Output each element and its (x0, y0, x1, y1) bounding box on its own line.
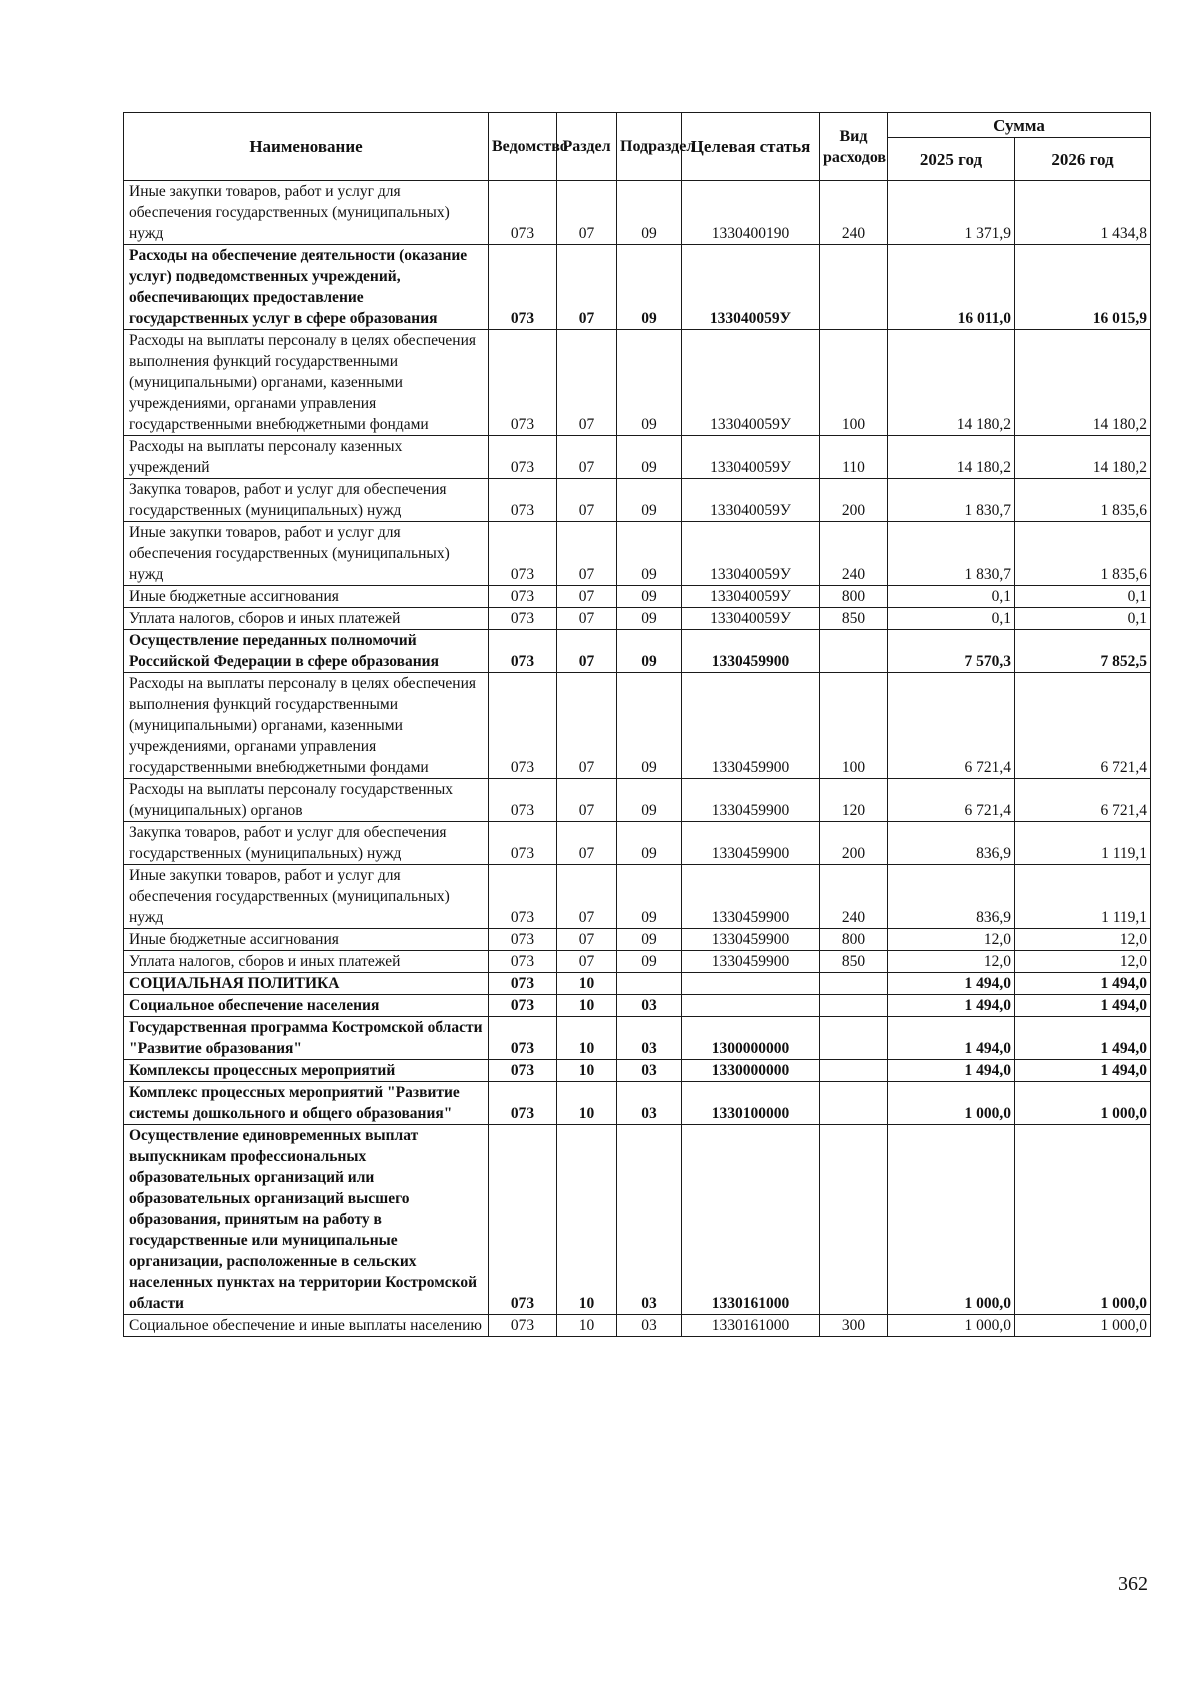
cell-vedomstvo: 073 (489, 822, 557, 865)
cell-target-article (682, 973, 820, 995)
header-vedomstvo: Ведомство (489, 113, 557, 181)
cell-razdel: 07 (557, 673, 617, 779)
cell-podrazdel: 03 (617, 995, 682, 1017)
cell-razdel: 10 (557, 1060, 617, 1082)
cell-podrazdel: 09 (617, 630, 682, 673)
cell-name: Уплата налогов, сборов и иных платежей (124, 608, 489, 630)
cell-vedomstvo: 073 (489, 522, 557, 586)
cell-podrazdel: 03 (617, 1017, 682, 1060)
cell-target-article: 133040059У (682, 608, 820, 630)
cell-vedomstvo: 073 (489, 630, 557, 673)
cell-expense-type: 240 (820, 865, 888, 929)
table-row (124, 330, 1151, 436)
cell-target-article: 133040059У (682, 586, 820, 608)
cell-sum-2025: 1 494,0 (888, 973, 1015, 995)
table-row (124, 608, 1151, 630)
cell-name: Расходы на выплаты персоналу в целях обеспечения выполнения функций государственными (муниципальными) органами, казенными учреждениями, органами управления государственными внебюджетными фондами (124, 673, 489, 779)
cell-name: Закупка товаров, работ и услуг для обеспечения государственных (муниципальных) нужд (124, 479, 489, 522)
cell-target-article: 1330161000 (682, 1315, 820, 1337)
cell-razdel: 07 (557, 436, 617, 479)
cell-sum-2026: 6 721,4 (1015, 673, 1151, 779)
cell-podrazdel: 09 (617, 436, 682, 479)
cell-vedomstvo: 073 (489, 1315, 557, 1337)
cell-sum-2025: 6 721,4 (888, 779, 1015, 822)
cell-podrazdel: 09 (617, 779, 682, 822)
cell-expense-type: 800 (820, 929, 888, 951)
cell-podrazdel: 03 (617, 1060, 682, 1082)
cell-expense-type: 100 (820, 330, 888, 436)
cell-expense-type: 300 (820, 1315, 888, 1337)
budget-table (123, 112, 1151, 1337)
cell-target-article: 1330459900 (682, 929, 820, 951)
cell-name: Комплексы процессных мероприятий (124, 1060, 489, 1082)
table-row (124, 436, 1151, 479)
cell-expense-type: 240 (820, 181, 888, 245)
cell-sum-2026: 12,0 (1015, 929, 1151, 951)
header-target-article: Целевая статья (682, 113, 820, 181)
cell-sum-2026: 1 494,0 (1015, 973, 1151, 995)
cell-razdel: 07 (557, 479, 617, 522)
cell-razdel: 07 (557, 608, 617, 630)
cell-target-article: 1330459900 (682, 630, 820, 673)
cell-podrazdel: 03 (617, 1125, 682, 1315)
cell-name: Расходы на выплаты персоналу государственных (муниципальных) органов (124, 779, 489, 822)
cell-name: Иные закупки товаров, работ и услуг для обеспечения государственных (муниципальных) нужд (124, 865, 489, 929)
cell-vedomstvo: 073 (489, 973, 557, 995)
cell-vedomstvo: 073 (489, 608, 557, 630)
cell-razdel: 07 (557, 586, 617, 608)
cell-name: Государственная программа Костромской области "Развитие образования" (124, 1017, 489, 1060)
cell-expense-type: 800 (820, 586, 888, 608)
cell-expense-type (820, 1017, 888, 1060)
header-year-2025: 2025 год (888, 138, 1015, 181)
cell-sum-2025: 1 000,0 (888, 1082, 1015, 1125)
header-name: Наименование (124, 113, 489, 181)
table-row (124, 973, 1151, 995)
table-row (124, 522, 1151, 586)
cell-name: Иные бюджетные ассигнования (124, 929, 489, 951)
cell-podrazdel: 03 (617, 1082, 682, 1125)
cell-sum-2026: 1 000,0 (1015, 1315, 1151, 1337)
cell-podrazdel: 09 (617, 586, 682, 608)
table-header (124, 113, 1151, 181)
cell-podrazdel: 09 (617, 673, 682, 779)
cell-vedomstvo: 073 (489, 865, 557, 929)
cell-sum-2025: 6 721,4 (888, 673, 1015, 779)
cell-name: Осуществление переданных полномочий Российской Федерации в сфере образования (124, 630, 489, 673)
cell-sum-2026: 1 434,8 (1015, 181, 1151, 245)
table-row (124, 822, 1151, 865)
table-row (124, 1017, 1151, 1060)
cell-vedomstvo: 073 (489, 436, 557, 479)
cell-razdel: 10 (557, 995, 617, 1017)
table-row (124, 673, 1151, 779)
cell-name: Уплата налогов, сборов и иных платежей (124, 951, 489, 973)
table-row (124, 1060, 1151, 1082)
cell-name: СОЦИАЛЬНАЯ ПОЛИТИКА (124, 973, 489, 995)
table-row (124, 1082, 1151, 1125)
cell-target-article: 1330400190 (682, 181, 820, 245)
cell-razdel: 07 (557, 865, 617, 929)
cell-sum-2025: 1 000,0 (888, 1125, 1015, 1315)
cell-vedomstvo: 073 (489, 995, 557, 1017)
cell-podrazdel: 09 (617, 245, 682, 330)
cell-sum-2025: 16 011,0 (888, 245, 1015, 330)
header-razdel: Раздел (557, 113, 617, 181)
cell-sum-2026: 1 835,6 (1015, 522, 1151, 586)
cell-expense-type: 120 (820, 779, 888, 822)
cell-target-article: 133040059У (682, 330, 820, 436)
cell-sum-2026: 1 119,1 (1015, 822, 1151, 865)
cell-sum-2026: 1 494,0 (1015, 1060, 1151, 1082)
cell-expense-type: 850 (820, 951, 888, 973)
header-year-2026: 2026 год (1015, 138, 1151, 181)
cell-target-article: 1330459900 (682, 951, 820, 973)
cell-vedomstvo: 073 (489, 330, 557, 436)
cell-target-article: 1330459900 (682, 673, 820, 779)
table-row (124, 779, 1151, 822)
cell-podrazdel: 09 (617, 951, 682, 973)
cell-target-article: 133040059У (682, 522, 820, 586)
cell-sum-2026: 16 015,9 (1015, 245, 1151, 330)
cell-sum-2025: 1 830,7 (888, 522, 1015, 586)
cell-sum-2025: 7 570,3 (888, 630, 1015, 673)
cell-sum-2025: 1 494,0 (888, 995, 1015, 1017)
table-row (124, 865, 1151, 929)
cell-razdel: 10 (557, 1082, 617, 1125)
table-row (124, 929, 1151, 951)
cell-razdel: 07 (557, 630, 617, 673)
cell-razdel: 07 (557, 181, 617, 245)
cell-vedomstvo: 073 (489, 1060, 557, 1082)
table-row (124, 245, 1151, 330)
cell-razdel: 07 (557, 951, 617, 973)
cell-vedomstvo: 073 (489, 1082, 557, 1125)
cell-sum-2025: 14 180,2 (888, 330, 1015, 436)
cell-name: Социальное обеспечение населения (124, 995, 489, 1017)
table-row (124, 1125, 1151, 1315)
cell-name: Иные бюджетные ассигнования (124, 586, 489, 608)
cell-razdel: 07 (557, 245, 617, 330)
cell-podrazdel: 09 (617, 330, 682, 436)
cell-razdel: 10 (557, 973, 617, 995)
cell-sum-2026: 1 000,0 (1015, 1125, 1151, 1315)
cell-target-article: 1300000000 (682, 1017, 820, 1060)
cell-podrazdel: 09 (617, 522, 682, 586)
cell-expense-type (820, 1125, 888, 1315)
cell-podrazdel: 09 (617, 929, 682, 951)
cell-sum-2026: 14 180,2 (1015, 330, 1151, 436)
cell-sum-2025: 12,0 (888, 929, 1015, 951)
cell-sum-2025: 0,1 (888, 586, 1015, 608)
cell-sum-2025: 12,0 (888, 951, 1015, 973)
cell-sum-2026: 1 000,0 (1015, 1082, 1151, 1125)
cell-target-article: 1330459900 (682, 779, 820, 822)
cell-target-article: 1330000000 (682, 1060, 820, 1082)
cell-expense-type: 850 (820, 608, 888, 630)
cell-vedomstvo: 073 (489, 951, 557, 973)
cell-expense-type (820, 630, 888, 673)
cell-sum-2025: 1 494,0 (888, 1060, 1015, 1082)
cell-target-article: 1330100000 (682, 1082, 820, 1125)
cell-expense-type: 200 (820, 822, 888, 865)
cell-sum-2025: 1 000,0 (888, 1315, 1015, 1337)
cell-vedomstvo: 073 (489, 1017, 557, 1060)
cell-expense-type (820, 973, 888, 995)
cell-vedomstvo: 073 (489, 245, 557, 330)
cell-razdel: 07 (557, 929, 617, 951)
cell-expense-type (820, 1082, 888, 1125)
cell-vedomstvo: 073 (489, 779, 557, 822)
header-expense-type: Вид расходов (820, 113, 888, 181)
cell-expense-type (820, 1060, 888, 1082)
cell-sum-2025: 1 494,0 (888, 1017, 1015, 1060)
table-row (124, 630, 1151, 673)
cell-sum-2025: 0,1 (888, 608, 1015, 630)
cell-vedomstvo: 073 (489, 479, 557, 522)
cell-target-article: 133040059У (682, 479, 820, 522)
cell-sum-2025: 1 371,9 (888, 181, 1015, 245)
cell-name: Закупка товаров, работ и услуг для обеспечения государственных (муниципальных) нужд (124, 822, 489, 865)
cell-expense-type: 240 (820, 522, 888, 586)
cell-sum-2026: 14 180,2 (1015, 436, 1151, 479)
table-row (124, 479, 1151, 522)
cell-podrazdel: 09 (617, 822, 682, 865)
cell-target-article (682, 995, 820, 1017)
cell-target-article: 1330459900 (682, 865, 820, 929)
cell-sum-2026: 0,1 (1015, 608, 1151, 630)
table-row (124, 1315, 1151, 1337)
table-body (124, 181, 1151, 1337)
cell-podrazdel: 09 (617, 479, 682, 522)
cell-name: Иные закупки товаров, работ и услуг для обеспечения государственных (муниципальных) нужд (124, 522, 489, 586)
cell-razdel: 07 (557, 822, 617, 865)
table-row (124, 995, 1151, 1017)
cell-sum-2026: 1 119,1 (1015, 865, 1151, 929)
cell-target-article: 1330459900 (682, 822, 820, 865)
cell-podrazdel: 09 (617, 865, 682, 929)
cell-vedomstvo: 073 (489, 673, 557, 779)
cell-expense-type: 200 (820, 479, 888, 522)
table-row (124, 181, 1151, 245)
cell-razdel: 10 (557, 1125, 617, 1315)
table-row (124, 951, 1151, 973)
table-row (124, 586, 1151, 608)
cell-name: Иные закупки товаров, работ и услуг для обеспечения государственных (муниципальных) нужд (124, 181, 489, 245)
cell-sum-2025: 836,9 (888, 822, 1015, 865)
page-number: 362 (1118, 1573, 1148, 1595)
cell-vedomstvo: 073 (489, 929, 557, 951)
cell-razdel: 07 (557, 330, 617, 436)
cell-name: Осуществление единовременных выплат выпускникам профессиональных образовательных организаций или образовательных организаций высшего образования, принятым на работу в государственные или муниципальные организации, расположенные в сельских населенных пунктах на территории Костромской области (124, 1125, 489, 1315)
cell-expense-type (820, 245, 888, 330)
cell-name: Комплекс процессных мероприятий "Развитие системы дошкольного и общего образования" (124, 1082, 489, 1125)
cell-expense-type (820, 995, 888, 1017)
cell-target-article: 133040059У (682, 436, 820, 479)
cell-podrazdel (617, 973, 682, 995)
cell-razdel: 10 (557, 1315, 617, 1337)
cell-podrazdel: 09 (617, 181, 682, 245)
cell-sum-2026: 1 835,6 (1015, 479, 1151, 522)
cell-sum-2026: 0,1 (1015, 586, 1151, 608)
cell-name: Социальное обеспечение и иные выплаты населению (124, 1315, 489, 1337)
cell-podrazdel: 09 (617, 608, 682, 630)
cell-razdel: 07 (557, 779, 617, 822)
cell-name: Расходы на выплаты персоналу казенных учреждений (124, 436, 489, 479)
header-sum: Сумма (888, 113, 1151, 138)
cell-sum-2026: 12,0 (1015, 951, 1151, 973)
cell-sum-2026: 7 852,5 (1015, 630, 1151, 673)
cell-expense-type: 100 (820, 673, 888, 779)
cell-sum-2026: 1 494,0 (1015, 995, 1151, 1017)
cell-sum-2026: 6 721,4 (1015, 779, 1151, 822)
cell-podrazdel: 03 (617, 1315, 682, 1337)
header-podrazdel: Подраздел (617, 113, 682, 181)
cell-target-article: 133040059У (682, 245, 820, 330)
cell-sum-2025: 14 180,2 (888, 436, 1015, 479)
cell-name: Расходы на обеспечение деятельности (оказание услуг) подведомственных учреждений, обеспечивающих предоставление государственных услуг в сфере образования (124, 245, 489, 330)
cell-razdel: 07 (557, 522, 617, 586)
cell-vedomstvo: 073 (489, 586, 557, 608)
cell-target-article: 1330161000 (682, 1125, 820, 1315)
cell-sum-2025: 836,9 (888, 865, 1015, 929)
cell-sum-2025: 1 830,7 (888, 479, 1015, 522)
cell-sum-2026: 1 494,0 (1015, 1017, 1151, 1060)
cell-vedomstvo: 073 (489, 181, 557, 245)
cell-razdel: 10 (557, 1017, 617, 1060)
cell-expense-type: 110 (820, 436, 888, 479)
cell-vedomstvo: 073 (489, 1125, 557, 1315)
cell-name: Расходы на выплаты персоналу в целях обеспечения выполнения функций государственными (муниципальными) органами, казенными учреждениями, органами управления государственными внебюджетными фондами (124, 330, 489, 436)
